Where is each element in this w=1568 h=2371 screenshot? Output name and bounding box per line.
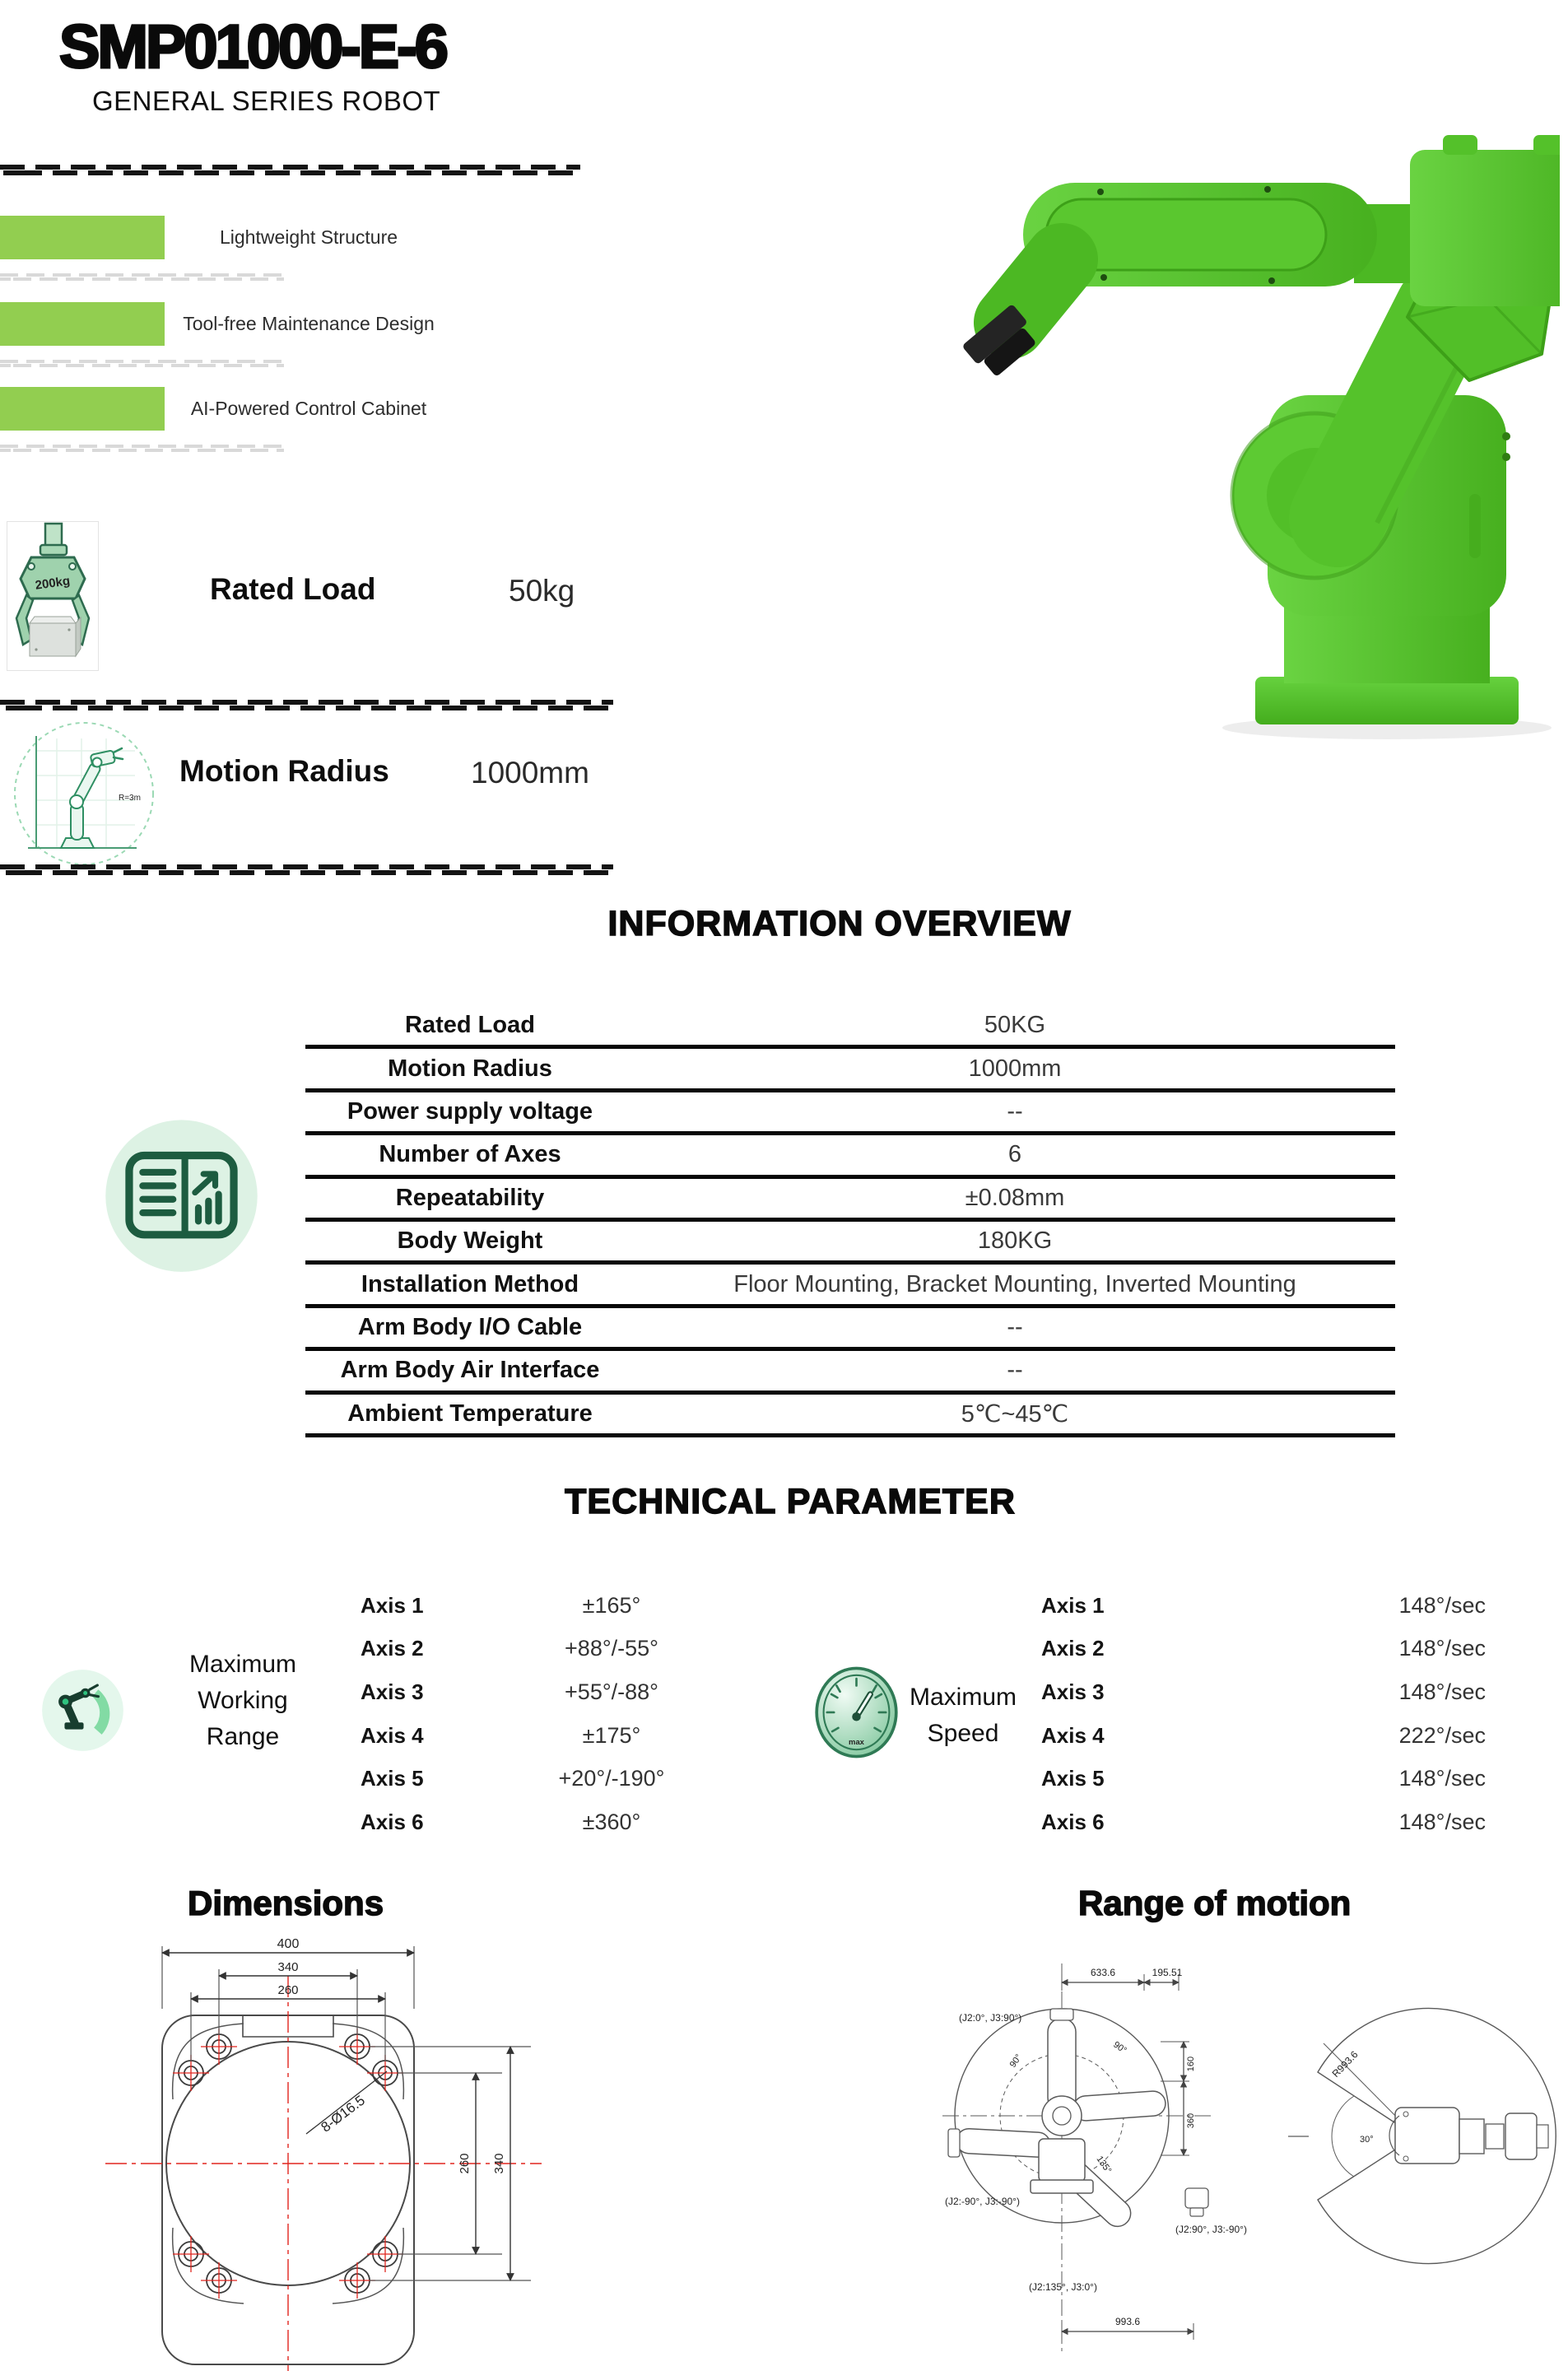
gripper-badge-label: 200kg — [34, 574, 72, 593]
spec-value: -- — [1007, 1357, 1023, 1384]
info-overview-title: INFORMATION OVERVIEW — [607, 904, 1072, 943]
max-speed-label-line: Speed — [927, 1720, 999, 1747]
table-row — [305, 1092, 1395, 1135]
axis-label: Axis 6 — [361, 1809, 424, 1834]
range-dim-195: 195.51 — [1152, 1967, 1183, 1978]
spec-value: 5℃~45℃ — [961, 1400, 1069, 1428]
feature-bar — [0, 216, 165, 259]
axis-label: Axis 3 — [1041, 1679, 1105, 1704]
spec-label: Arm Body Air Interface — [340, 1357, 600, 1384]
spec-label: Repeatability — [395, 1184, 545, 1211]
spec-label: Ambient Temperature — [347, 1400, 593, 1427]
axis-range-value: +88°/-55° — [565, 1636, 658, 1661]
axis-row — [1041, 1584, 1496, 1628]
dimensions-title: Dimensions — [188, 1884, 384, 1922]
pose-label-left: (J2:-90°, J3:-90°) — [945, 2196, 1020, 2207]
spec-table — [305, 1006, 1395, 1437]
axis-range-value: ±165° — [582, 1592, 641, 1618]
axis-row — [1041, 1800, 1496, 1844]
range-dim-993: 993.6 — [1114, 2316, 1141, 2327]
range-radius-label: R993.6 — [1329, 2048, 1361, 2080]
working-range-table — [361, 1584, 739, 1844]
table-row — [305, 1049, 1395, 1092]
table-row — [305, 1006, 1395, 1049]
pose-label-bottom: (J2:135°, J3:0°) — [1029, 2281, 1097, 2293]
range-dim-633: 633.6 — [1090, 1967, 1116, 1978]
dim-340-label: 340 — [277, 1960, 299, 1974]
gauge-max-label: max — [849, 1737, 864, 1747]
radius-badge-label: R=3m — [119, 794, 141, 803]
axis-range-value: ±175° — [582, 1722, 641, 1748]
motion-radius-value: 1000mm — [471, 756, 589, 790]
range-dim-160: 160 — [1186, 2056, 1196, 2072]
rated-load-label: Rated Load — [210, 572, 376, 606]
table-row — [305, 1135, 1395, 1178]
axis-label: Axis 5 — [1041, 1766, 1105, 1791]
gripper-illustration — [7, 521, 99, 671]
axis-row — [361, 1584, 739, 1628]
motion-radius-illustration — [12, 718, 156, 866]
technical-parameter-title: TECHNICAL PARAMETER — [565, 1482, 1016, 1521]
pose-label-top: (J2:0°, J3:90°) — [959, 2012, 1022, 2024]
feature-item: Tool-free Maintenance Design — [183, 313, 435, 334]
axis-row — [361, 1714, 739, 1758]
page-subtitle: GENERAL SERIES ROBOT — [92, 86, 441, 116]
motion-radius-label: Motion Radius — [179, 754, 389, 788]
dim-400-label: 400 — [277, 1937, 300, 1951]
axis-row — [361, 1757, 739, 1800]
dashed-divider — [0, 864, 613, 875]
table-row — [305, 1308, 1395, 1351]
working-range-icon — [40, 1667, 126, 1754]
axis-label: Axis 4 — [361, 1722, 424, 1748]
range-of-motion-drawing — [938, 1943, 1568, 2371]
max-speed-label-line: Maximum — [909, 1684, 1017, 1711]
table-row — [305, 1351, 1395, 1394]
table-row — [305, 1222, 1395, 1265]
axis-row — [361, 1800, 739, 1844]
spec-value: 6 — [1007, 1141, 1022, 1168]
dashed-divider-light — [0, 273, 284, 281]
axis-range-value: ±360° — [582, 1809, 641, 1834]
axis-speed-value: 148°/sec — [1398, 1592, 1486, 1618]
working-range-label — [161, 1647, 325, 1755]
spec-value: Floor Mounting, Bracket Mounting, Inverted Mounting — [733, 1270, 1296, 1297]
axis-row — [1041, 1628, 1496, 1671]
axis-row — [1041, 1757, 1496, 1800]
range-dim-360: 360 — [1186, 2112, 1196, 2129]
axis-label: Axis 5 — [361, 1766, 424, 1791]
axis-range-value: +55°/-88° — [565, 1679, 658, 1704]
axis-row — [1041, 1670, 1496, 1714]
spec-value: -- — [1007, 1313, 1023, 1340]
robot-arm-photo — [893, 107, 1560, 749]
axis-label: Axis 2 — [1041, 1636, 1105, 1661]
feature-bar — [0, 387, 165, 431]
dim-v340-label: 340 — [492, 2153, 506, 2174]
max-speed-table — [1041, 1584, 1496, 1844]
range-angle-30: 30° — [1360, 2135, 1374, 2145]
spec-value: 50KG — [984, 1012, 1046, 1039]
overview-report-icon — [97, 1106, 266, 1275]
dashed-divider-light — [0, 360, 284, 367]
range-angle-90b: 90° — [1007, 2052, 1025, 2070]
spec-value: ±0.08mm — [965, 1184, 1065, 1211]
axis-speed-value: 148°/sec — [1398, 1679, 1486, 1704]
feature-bar — [0, 302, 165, 346]
axis-label: Axis 1 — [361, 1592, 424, 1618]
hole-callout-label: 8-Ø16.5 — [318, 2092, 368, 2136]
feature-item: Lightweight Structure — [219, 226, 398, 248]
working-range-label-line: Maximum — [188, 1651, 296, 1678]
spec-value: 180KG — [977, 1227, 1053, 1255]
axis-speed-value: 148°/sec — [1398, 1809, 1486, 1834]
pose-label-right: (J2:90°, J3:-90°) — [1175, 2224, 1247, 2235]
axis-label: Axis 2 — [361, 1636, 424, 1661]
axis-label: Axis 6 — [1041, 1809, 1105, 1834]
axis-range-value: +20°/-190° — [558, 1766, 665, 1791]
spec-label: Installation Method — [361, 1270, 579, 1297]
spec-label: Motion Radius — [388, 1055, 552, 1082]
working-range-label-line: Range — [206, 1723, 280, 1750]
dimensions-drawing — [91, 1926, 551, 2371]
range-angle-135: 135° — [1094, 2154, 1114, 2176]
spec-label: Arm Body I/O Cable — [357, 1313, 583, 1340]
range-of-motion-title: Range of motion — [1078, 1884, 1352, 1922]
axis-row — [361, 1628, 739, 1671]
axis-row — [1041, 1714, 1496, 1758]
rated-load-value: 50kg — [509, 574, 575, 608]
spec-label: Rated Load — [405, 1012, 535, 1039]
axis-speed-value: 148°/sec — [1398, 1636, 1486, 1661]
axis-label: Axis 1 — [1041, 1592, 1105, 1618]
dashed-divider — [0, 700, 613, 710]
dashed-divider — [0, 165, 580, 175]
spec-label: Power supply voltage — [347, 1097, 593, 1125]
axis-speed-value: 222°/sec — [1398, 1722, 1486, 1748]
dim-260-label: 260 — [277, 1983, 299, 1997]
axis-speed-value: 148°/sec — [1398, 1766, 1486, 1791]
spec-value: 1000mm — [968, 1055, 1062, 1082]
dashed-divider-light — [0, 445, 284, 452]
table-row — [305, 1179, 1395, 1222]
spec-label: Body Weight — [397, 1227, 543, 1255]
spec-label: Number of Axes — [379, 1141, 561, 1168]
axis-label: Axis 4 — [1041, 1722, 1105, 1748]
range-angle-90a: 90° — [1111, 2039, 1128, 2057]
feature-item: AI-Powered Control Cabinet — [190, 398, 427, 419]
working-range-label-line: Working — [198, 1687, 288, 1714]
table-row — [305, 1265, 1395, 1307]
page-title: SMP01000-E-6 — [59, 12, 446, 81]
table-row — [305, 1395, 1395, 1437]
max-speed-label — [885, 1679, 1041, 1752]
spec-value: -- — [1007, 1097, 1023, 1125]
axis-row — [361, 1670, 739, 1714]
axis-label: Axis 3 — [361, 1679, 424, 1704]
dim-v260-label: 260 — [458, 2153, 472, 2174]
